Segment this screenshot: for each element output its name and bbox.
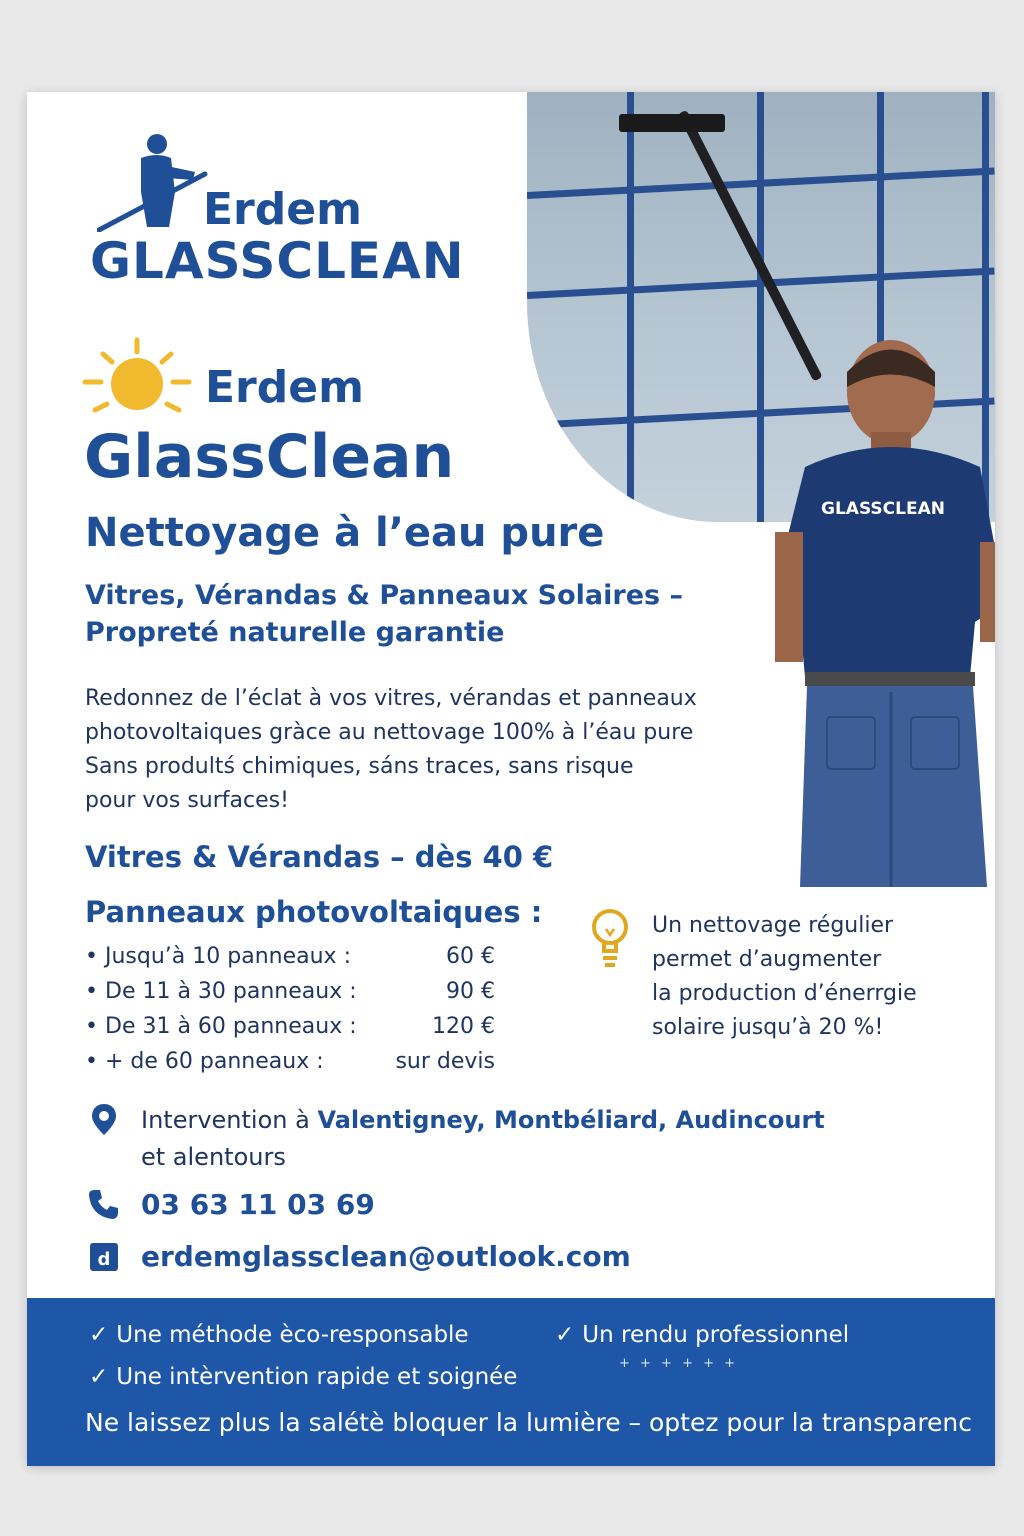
check-icon: ✓ [89, 1364, 109, 1390]
logo-glassclean: GLASSCLEAN [90, 232, 465, 290]
benefit-eco: ✓ Une méthode èco-responsable [89, 1322, 469, 1348]
lightbulb-icon [589, 907, 631, 971]
logo-erdem: Erdem [203, 184, 362, 235]
tip-text: Un nettovage régulier permet d’augmenter la production d’énerrgie solaire jusqu’à 20 %! [652, 913, 917, 1040]
price-tier: • De 31 à 60 panneaux : 120 € [85, 1014, 495, 1039]
svg-text:d: d [97, 1249, 111, 1270]
logo [87, 132, 517, 312]
brand-glassclean: GlassClean [84, 422, 455, 492]
location-pin-icon [87, 1102, 121, 1136]
benefit-fast: ✓ Une intèrvention rapide et soignée [89, 1364, 518, 1390]
check-icon: ✓ [89, 1322, 109, 1348]
check-icon: ✓ [555, 1322, 575, 1348]
phone-icon [87, 1187, 121, 1221]
window-cleaner-logo-icon [97, 132, 217, 232]
benefit-professional: ✓ Un rendu professionnel [555, 1322, 850, 1348]
footer-band [27, 1298, 995, 1466]
description: Redonnez de l’éclat à vos vitres, vérandas et panneaux photovoltaiques gràce au nettovage 100% à l’éau pure Sans produltś chimiques, sáns traces, sans risque pour vos surfaces! [85, 686, 697, 813]
decorative-stars: + + + + + + [619, 1356, 739, 1371]
price-tier: • Jusqu’à 10 panneaux : 60 € [85, 944, 495, 969]
flyer [27, 92, 995, 1466]
subtitle: Nettoyage à l’eau pure [85, 510, 605, 556]
sun-icon [79, 332, 195, 422]
squeegee [619, 114, 725, 132]
email-address[interactable]: erdemglassclean@outlook.com [141, 1240, 631, 1273]
worker-figure [775, 332, 995, 887]
email-icon [87, 1240, 121, 1274]
brand-erdem: Erdem [205, 362, 364, 413]
windows-price: Vitres & Vérandas – dès 40 € [85, 840, 554, 874]
tagline: Vitres, Vérandas & Panneaux Solaires – Propreté naturelle garantie [85, 580, 684, 648]
price-tier: • De 11 à 30 panneaux : 90 € [85, 979, 495, 1004]
slogan: Ne laissez plus la salétè bloquer la lumière – optez pour la transparenc [85, 1408, 973, 1437]
phone-number[interactable]: 03 63 11 03 69 [141, 1188, 375, 1221]
service-area: Intervention à Valentigney, Montbéliard, Audincourt et alentours [141, 1106, 825, 1171]
price-tier: • + de 60 panneaux : sur devis [85, 1049, 495, 1074]
panels-title: Panneaux photovoltaiques : [85, 895, 543, 929]
shirt-text: GLASSCLEAN [821, 499, 945, 519]
